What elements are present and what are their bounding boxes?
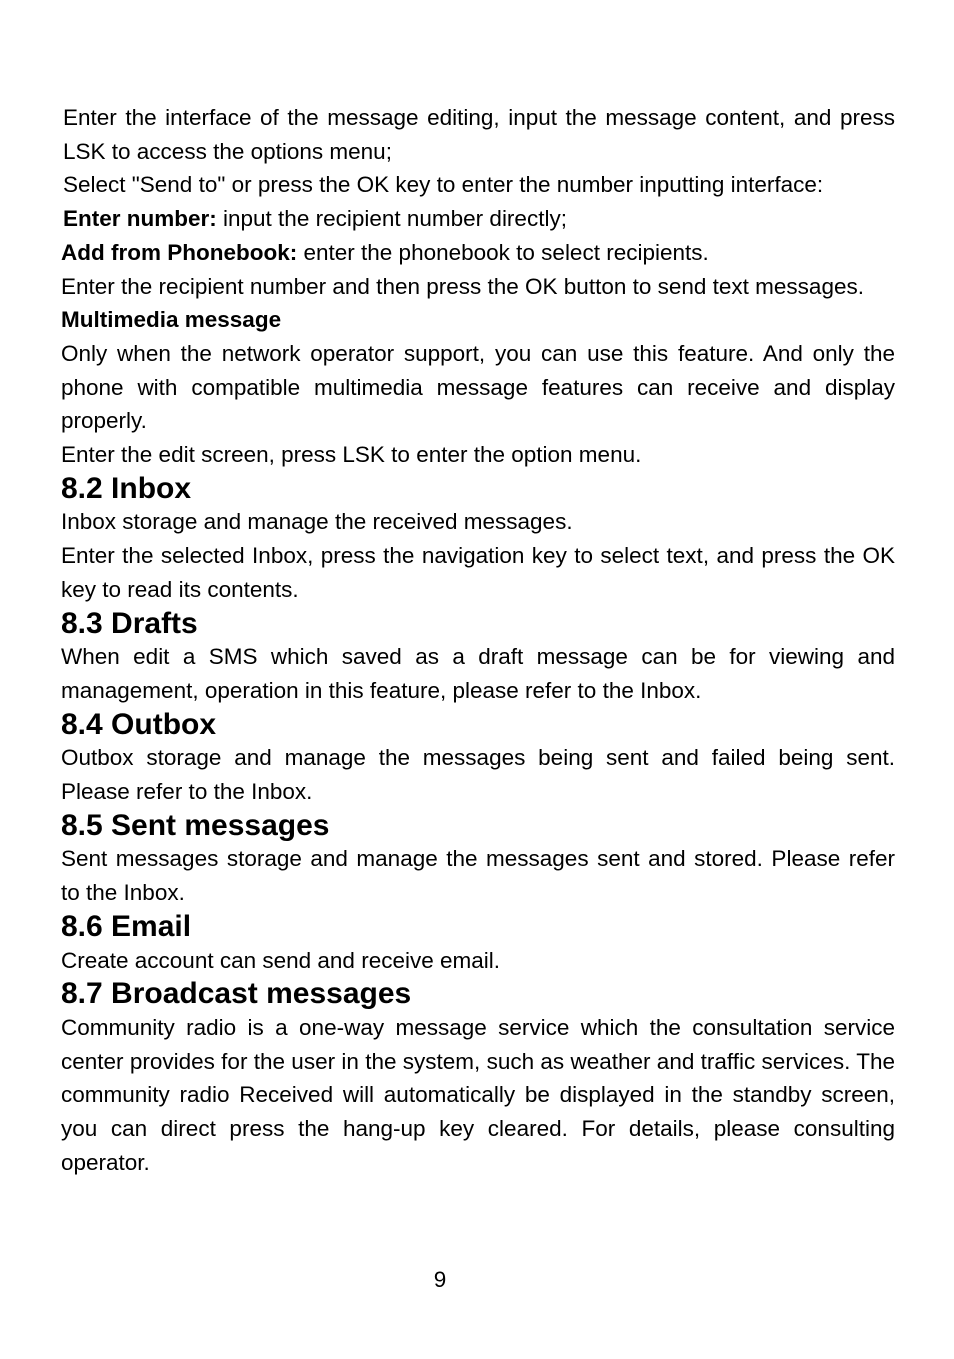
section-heading-inbox: 8.2 Inbox	[61, 471, 192, 505]
drafts-paragraph: When edit a SMS which saved as a draft message can be for viewing and management, operation in this feature, please refer to the Inbox.	[61, 644, 895, 703]
sent-messages-paragraph: Sent messages storage and manage the messages sent and stored. Please refer to the Inbox.	[61, 846, 895, 906]
add-from-phonebook-paragraph	[61, 236, 895, 270]
email-paragraph: Create account can send and receive email.	[61, 947, 501, 973]
page-content	[61, 101, 895, 1180]
inbox-paragraph-2: Enter the selected Inbox, press the navigation key to select text, and press the OK key to read its contents.	[61, 543, 895, 602]
section-heading-sent-messages: 8.5 Sent messages	[61, 808, 330, 842]
multimedia-heading: Multimedia message	[61, 307, 282, 333]
enter-number-term: Enter number:	[63, 206, 217, 232]
inbox-paragraph-1: Inbox storage and manage the received messages.	[61, 509, 573, 535]
multimedia-paragraph-1: Only when the network operator support, you can use this feature. And only the phone with compatible multimedia message features can receive and display properly.	[61, 340, 895, 434]
intro-paragraph-1: Enter the interface of the message editing, input the message content, and press LSK to access the options menu;	[63, 105, 895, 164]
section-heading-broadcast-messages: 8.7 Broadcast messages	[61, 977, 412, 1011]
enter-number-text: input the recipient number directly;	[216, 206, 567, 232]
send-text-paragraph: Enter the recipient number and then press the OK button to send text messages.	[61, 273, 864, 299]
enter-number-paragraph	[63, 202, 895, 236]
multimedia-paragraph-2: Enter the edit screen, press LSK to enter the option menu.	[61, 442, 642, 468]
section-heading-drafts: 8.3 Drafts	[61, 606, 198, 640]
intro-paragraph-2: Select "Send to" or press the OK key to enter the number inputting interface:	[63, 172, 824, 198]
broadcast-messages-paragraph: Community radio is a one-way message service which the consultation service center provides for the user in the system, such as weather and traffic services. The community radio Received will automatically be displayed in the standby screen, you can direct press the hang-up key cleared. For details, please consulting operator.	[61, 1014, 895, 1175]
outbox-paragraph: Outbox storage and manage the messages being sent and failed being sent. Please refer to the Inbox.	[61, 745, 895, 805]
add-from-phonebook-text: enter the phonebook to select recipients.	[297, 239, 709, 265]
add-from-phonebook-term: Add from Phonebook:	[61, 239, 298, 265]
page-number: 9	[433, 1267, 447, 1292]
section-heading-email: 8.6 Email	[61, 909, 192, 943]
section-heading-outbox: 8.4 Outbox	[61, 707, 217, 741]
